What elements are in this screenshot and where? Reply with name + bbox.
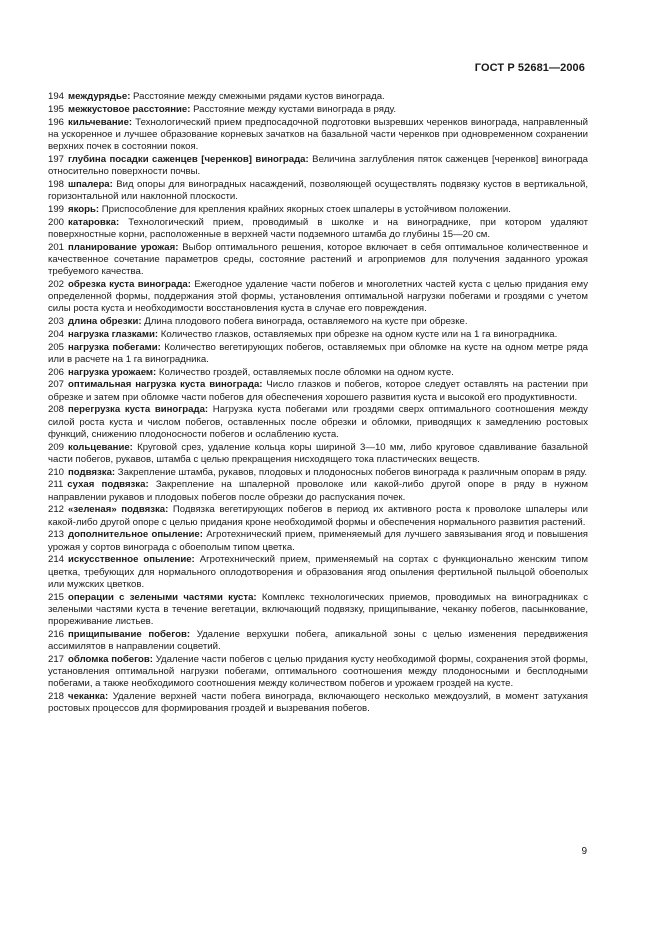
term-name: подвязка: xyxy=(68,466,116,478)
term-definition: Нагрузка куста побегами или гроздями сверх оптимального соотношения между силой роста куста и числом побегов, оставленных после обрезки и обломки, приводящих к замедлению ростовых функций, снижению плодоносности побегов и ослаблению куста. xyxy=(48,404,588,440)
term-entry xyxy=(48,529,588,553)
term-number: 212 xyxy=(48,504,65,516)
term-number: 206 xyxy=(48,366,65,378)
term-definition: Количество глазков, оставляемых при обрезке на одном кусте или на 1 га виноградника. xyxy=(158,328,558,340)
term-entry xyxy=(48,217,588,241)
term-name: чеканка: xyxy=(68,691,109,702)
term-number: 198 xyxy=(48,178,65,190)
term-definition: Количество вегетирующих побегов, оставляемых при обломке на кусте на одном метре ряда или в расчете на 1 га виноградника. xyxy=(48,341,589,365)
term-entry xyxy=(48,117,588,154)
term-number: 215 xyxy=(48,591,65,603)
term-number: 200 xyxy=(48,216,65,228)
term-name: искусственное опыление: xyxy=(68,554,195,566)
term-definition: Агротехнический прием, применяемый на сортах с функционально женским типом цветка, требующих для нормального оплодотворения и образования ягод опыления фертильной пыльцой обоеполых или мужских цветков. xyxy=(48,554,588,590)
term-number: 199 xyxy=(48,203,65,215)
term-number: 197 xyxy=(48,153,65,165)
term-number: 196 xyxy=(48,116,65,128)
term-number: 205 xyxy=(48,341,65,353)
standard-designation: ГОСТ Р 52681—2006 xyxy=(474,62,585,74)
term-definition: Круговой срез, удаление кольца коры шириной 3—10 мм, либо круговое сдавливание базальной части побегов, рукавов, штамба с целью прекращения нисходящего тока пластических веществ. xyxy=(48,441,588,465)
term-definition: Расстояние между кустами винограда в ряду. xyxy=(190,103,397,115)
term-definition: Ежегодное удаление части побегов и многолетних частей куста с целью придания ему определенной формы, поддержания этой формы, установления оптимальной нагрузки побегами и гроздями с учетом силы роста куста и необходимости восстановления куста в случае его повреждения. xyxy=(48,278,588,315)
term-definition: Расстояние между смежными рядами кустов винограда. xyxy=(130,91,385,102)
term-name: межкустовое расстояние: xyxy=(68,103,191,115)
term-number: 207 xyxy=(48,379,65,391)
term-definition: Комплекс технологических приемов, проводимых на виноградниках с зелеными частями куста в течение вегетации, включающий подвязку, прищипывание, чеканку побегов, пасынкование, прореживание листьев. xyxy=(48,591,588,627)
term-number: 204 xyxy=(48,328,65,340)
term-definition: Агротехнический прием, применяемый для лучшего завязывания ягод и повышения урожая у сортов винограда с обоеполым типом цветка. xyxy=(48,529,588,553)
term-definition: Приспособление для крепления крайних якорных стоек шпалеры в устойчивом положении. xyxy=(99,203,511,215)
term-number: 214 xyxy=(48,554,65,566)
term-entry xyxy=(48,329,588,341)
term-name: перегрузка куста винограда: xyxy=(68,404,209,416)
term-entry xyxy=(48,479,588,503)
term-entry xyxy=(48,504,588,528)
term-number: 217 xyxy=(48,653,65,665)
term-number: 216 xyxy=(48,628,65,640)
term-name: прищипывание побегов: xyxy=(68,628,191,640)
term-entry xyxy=(48,404,588,441)
term-name: шпалера: xyxy=(68,178,113,190)
term-definition: Длина плодового побега винограда, оставляемого на кусте при обрезке. xyxy=(141,316,468,327)
term-definition: Вид опоры для виноградных насаждений, позволяющей осуществлять подвязку кустов в вертикальной, горизонтальной или наклонной плоскости. xyxy=(48,178,588,202)
term-entry xyxy=(48,379,588,403)
term-definition: Технологический прием, проводимый в школке и на винограднике, при котором удаляют поверхностные корни, расположенные в верхней части подземного штамба до глубины 15—20 см. xyxy=(48,216,588,240)
term-entry xyxy=(48,691,588,715)
term-definition: Подвязка вегетирующих побегов в период их активного роста к проволоке шпалеры или какой-либо другой опоре с целью придания кроне необходимой формы и обеспечения нормального развития растений. xyxy=(48,504,588,528)
term-entry xyxy=(48,592,588,629)
term-definition: Количество гроздей, оставляемых после обломки на одном кусте. xyxy=(156,366,454,378)
term-name: длина обрезки: xyxy=(68,316,142,327)
term-entry xyxy=(48,154,588,178)
term-definition: Число глазков и побегов, которое следует оставлять на растении при обрезке и затем при обломке части побегов для обеспечения хорошего развития куста и высокой его продуктивности. xyxy=(48,379,588,403)
term-number: 211 xyxy=(48,479,64,491)
term-number: 202 xyxy=(48,278,65,290)
term-entry xyxy=(48,654,588,691)
term-name: катаровка: xyxy=(68,216,120,228)
term-name: нагрузка побегами: xyxy=(68,341,161,353)
term-name: обломка побегов: xyxy=(68,653,153,665)
term-number: 195 xyxy=(48,103,65,115)
term-name: нагрузка глазками: xyxy=(68,328,159,340)
term-name: кольцевание: xyxy=(68,441,133,453)
term-entry xyxy=(48,316,588,328)
term-number: 213 xyxy=(48,529,65,541)
term-entry xyxy=(48,554,588,591)
term-entry xyxy=(48,442,588,466)
term-definition: Закрепление штамба, рукавов, плодовых и плодоносных побегов винограда к различным опорам в ряду. xyxy=(115,466,588,478)
term-definition: Величина заглубления пяток саженцев [черенков] винограда относительно поверхности почвы. xyxy=(48,153,588,177)
term-entry xyxy=(48,629,588,653)
term-entry xyxy=(48,242,588,279)
term-definition: Удаление верхушки побега, апикальной зоны с целью изменения передвижения ассимилятов в направлении соцветий. xyxy=(48,628,588,652)
term-definition: Удаление верхней части побега винограда, включающего несколько междоузлий, в момент затухания ростовых процессов для формирования гроздей и вызревания побегов. xyxy=(48,691,588,715)
terms-list xyxy=(48,91,588,716)
term-definition: Выбор оптимального решения, которое включает в себя оптимальное количественное и качественное сочетание параметров среды, состояние растений и агроприемов для получения заданного урожая требуемого качества. xyxy=(48,241,588,277)
term-number: 210 xyxy=(48,466,65,478)
term-definition: Удаление части побегов с целью придания кусту необходимой формы, сохранения этой формы, установления оптимальной нагрузки побегами, оптимального соотношения между плодоносными и бесплодными побегами, а также необходимого соотношения между количеством побегов и урожаем гроздей на кусте. xyxy=(48,653,588,690)
term-entry xyxy=(48,367,588,379)
term-name: якорь: xyxy=(68,203,100,215)
term-name: «зеленая» подвязка: xyxy=(68,504,169,516)
term-name: планирование урожая: xyxy=(68,241,179,253)
term-name: сухая подвязка: xyxy=(67,479,149,491)
term-entry xyxy=(48,342,588,366)
term-name: дополнительное опыление: xyxy=(68,529,203,541)
term-entry xyxy=(48,467,588,479)
term-number: 209 xyxy=(48,441,65,453)
term-definition: Технологический прием предпосадочной подготовки вызревших черенков винограда, направленный на ускоренное и лучшее образование корневых зачатков на базальной части черенков при одновременном сохранении верхних почек в состоянии покоя. xyxy=(48,116,588,152)
term-name: обрезка куста винограда: xyxy=(68,278,191,290)
term-name: оптимальная нагрузка куста винограда: xyxy=(68,379,263,391)
term-entry xyxy=(48,104,588,116)
term-name: кильчевание: xyxy=(68,116,133,128)
term-name: глубина посадки саженцев [черенков] винограда: xyxy=(68,153,309,165)
term-number: 194 xyxy=(48,91,65,102)
page-number: 9 xyxy=(581,846,587,857)
term-name: междурядье: xyxy=(68,91,131,102)
term-entry xyxy=(48,91,588,103)
term-number: 203 xyxy=(48,316,65,327)
term-number: 201 xyxy=(48,241,65,253)
term-name: операции с зелеными частями куста: xyxy=(68,591,257,603)
term-entry xyxy=(48,204,588,216)
term-entry xyxy=(48,179,588,203)
term-number: 208 xyxy=(48,404,65,416)
term-number: 218 xyxy=(48,691,65,702)
term-entry xyxy=(48,279,588,316)
term-definition: Закрепление на шпалерной проволоке или какой-либо другой опоре в ряду в нужном направлении рукавов и плодовых побегов после обрезки до распускания почек. xyxy=(48,479,589,503)
term-name: нагрузка урожаем: xyxy=(68,366,157,378)
